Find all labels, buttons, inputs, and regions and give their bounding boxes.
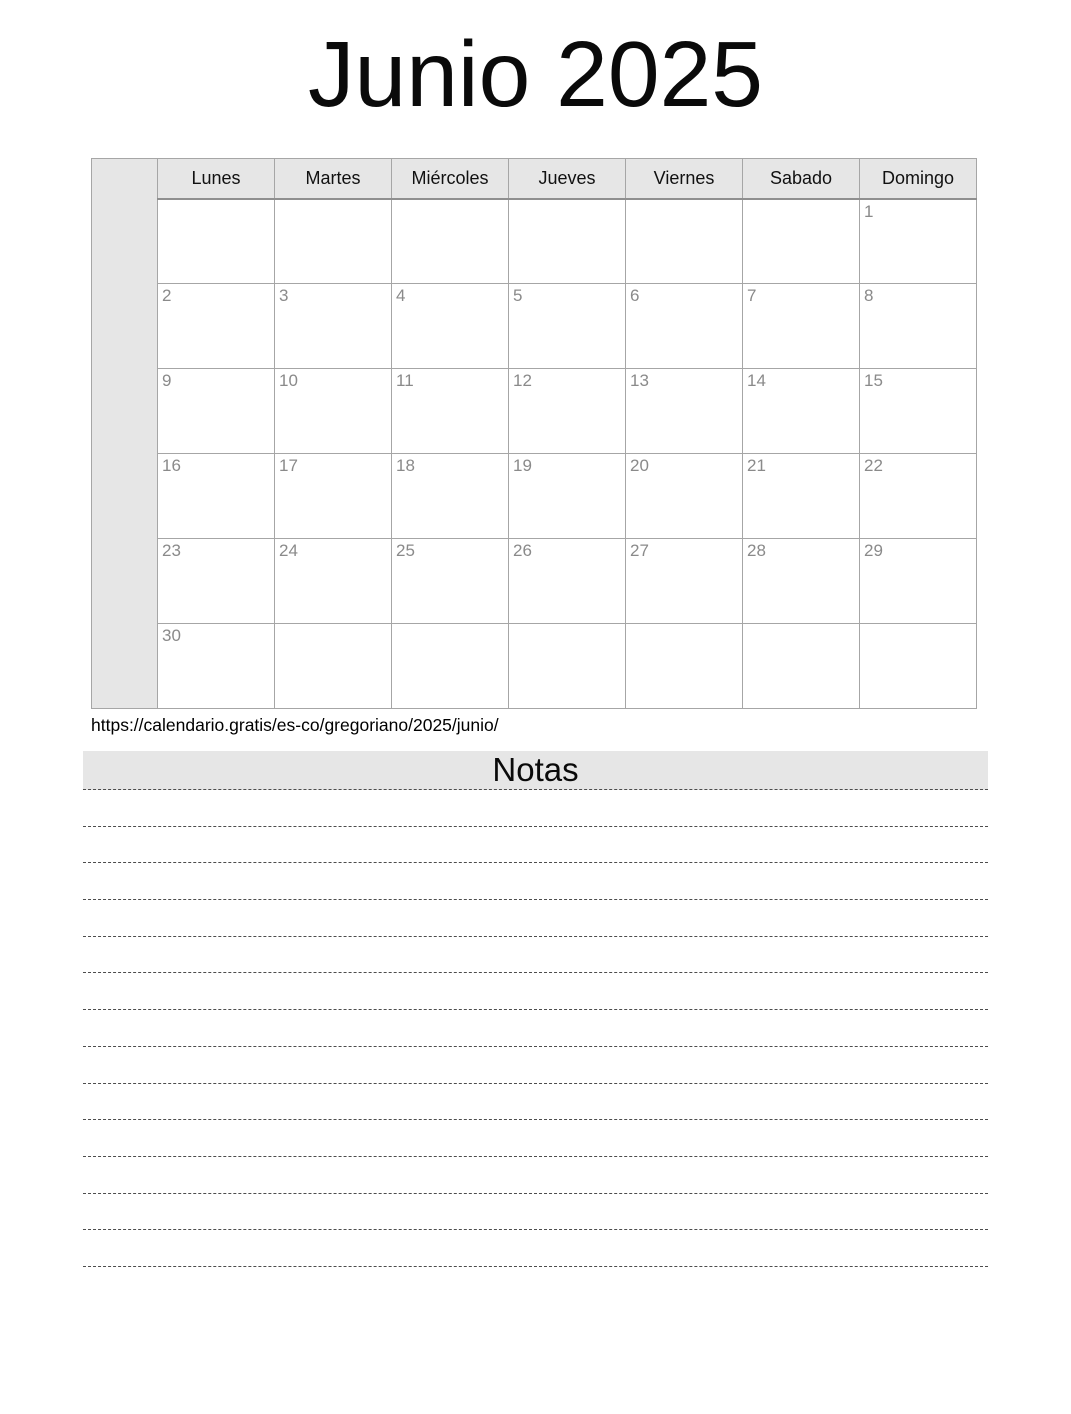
month-calendar-table — [91, 158, 977, 709]
week-number-column — [92, 159, 158, 709]
day-cell — [509, 199, 626, 284]
day-cell: 14 — [743, 369, 860, 454]
page-title: Junio 2025 — [307, 22, 764, 126]
note-lines — [83, 790, 988, 1267]
calendar-week-row — [92, 199, 977, 284]
note-line — [83, 827, 988, 864]
source-url: https://calendario.gratis/es-co/gregoriano/2025/junio/ — [91, 715, 499, 735]
weekday-header-lunes: Lunes — [158, 159, 275, 199]
weekday-header-sabado: Sabado — [743, 159, 860, 199]
calendar-week-row — [92, 624, 977, 709]
calendar-week-row — [92, 454, 977, 539]
weekday-header-domingo: Domingo — [860, 159, 977, 199]
weekday-header-viernes: Viernes — [626, 159, 743, 199]
day-cell: 3 — [275, 284, 392, 369]
notes-header: Notas — [83, 751, 988, 790]
day-cell: 13 — [626, 369, 743, 454]
day-cell: 5 — [509, 284, 626, 369]
weekday-header-miercoles: Miércoles — [392, 159, 509, 199]
day-cell — [626, 199, 743, 284]
day-cell — [743, 199, 860, 284]
day-cell: 26 — [509, 539, 626, 624]
day-cell: 22 — [860, 454, 977, 539]
day-cell: 6 — [626, 284, 743, 369]
day-cell: 8 — [860, 284, 977, 369]
day-cell: 29 — [860, 539, 977, 624]
note-line — [83, 937, 988, 974]
day-cell: 1 — [860, 199, 977, 284]
day-cell — [158, 199, 275, 284]
day-cell — [392, 199, 509, 284]
calendar-week-row — [92, 539, 977, 624]
day-cell: 12 — [509, 369, 626, 454]
note-line — [83, 1010, 988, 1047]
day-cell: 16 — [158, 454, 275, 539]
note-line — [83, 973, 988, 1010]
day-cell: 24 — [275, 539, 392, 624]
day-cell — [392, 624, 509, 709]
weekday-header-martes: Martes — [275, 159, 392, 199]
note-line — [83, 1230, 988, 1267]
weekday-header-row — [92, 159, 977, 199]
day-cell: 27 — [626, 539, 743, 624]
day-cell: 20 — [626, 454, 743, 539]
day-cell: 9 — [158, 369, 275, 454]
note-line — [83, 1157, 988, 1194]
note-line — [83, 1047, 988, 1084]
day-cell: 21 — [743, 454, 860, 539]
day-cell: 15 — [860, 369, 977, 454]
calendar-week-row — [92, 369, 977, 454]
note-line — [83, 790, 988, 827]
day-cell: 2 — [158, 284, 275, 369]
calendar-week-row — [92, 284, 977, 369]
day-cell — [626, 624, 743, 709]
day-cell: 23 — [158, 539, 275, 624]
day-cell — [509, 624, 626, 709]
day-cell: 19 — [509, 454, 626, 539]
weekday-header-jueves: Jueves — [509, 159, 626, 199]
day-cell — [275, 199, 392, 284]
day-cell: 10 — [275, 369, 392, 454]
day-cell: 30 — [158, 624, 275, 709]
note-line — [83, 1084, 988, 1121]
notes-section — [83, 751, 988, 1267]
day-cell: 25 — [392, 539, 509, 624]
day-cell: 28 — [743, 539, 860, 624]
note-line — [83, 1120, 988, 1157]
day-cell — [860, 624, 977, 709]
day-cell — [743, 624, 860, 709]
note-line — [83, 863, 988, 900]
day-cell: 18 — [392, 454, 509, 539]
day-cell: 4 — [392, 284, 509, 369]
note-line — [83, 900, 988, 937]
note-line — [83, 1194, 988, 1231]
day-cell: 17 — [275, 454, 392, 539]
day-cell: 7 — [743, 284, 860, 369]
day-cell — [275, 624, 392, 709]
day-cell: 11 — [392, 369, 509, 454]
